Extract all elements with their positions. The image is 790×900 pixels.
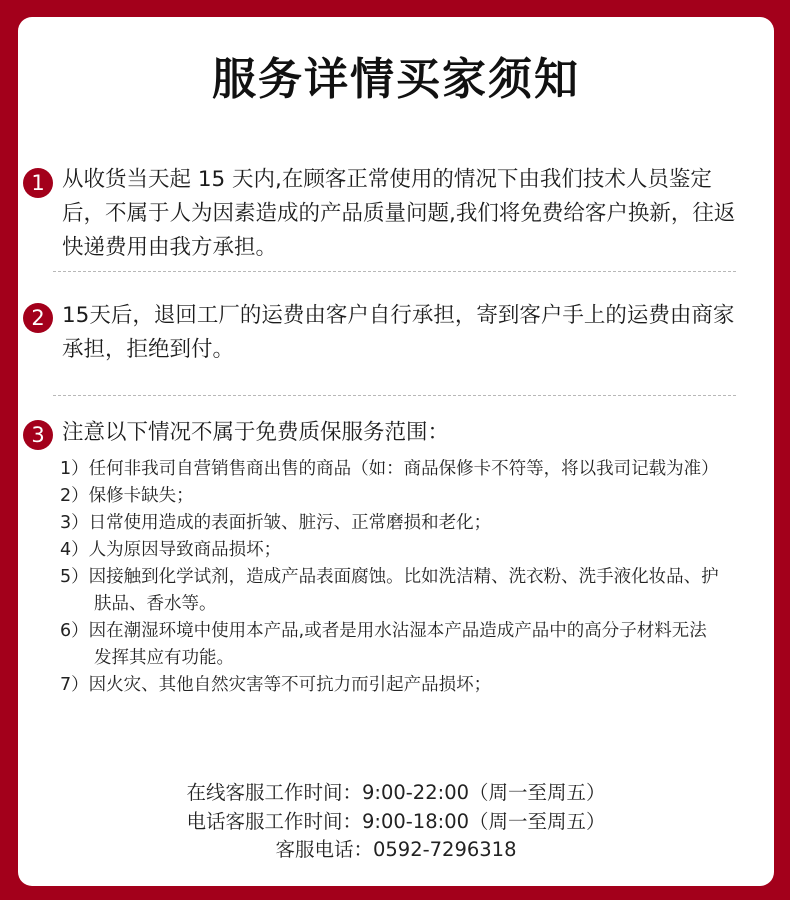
list-item: 5）因接触到化学试剂，造成产品表面腐蚀。比如洗洁精、洗衣粉、洗手液化妆品、护肤品、香水等。 (60, 567, 719, 614)
notice-text-3: 注意以下情况不属于免费质保服务范围： (62, 420, 450, 445)
list-item: 6）因在潮湿环境中使用本产品,或者是用水沾湿本产品造成产品中的高分子材料无法发挥其应有功能。 (60, 621, 707, 668)
list-item: 1）任何非我司自营销售商出售的商品（如：商品保修卡不符等，将以我司记载为准） (60, 459, 719, 479)
notice-card (18, 17, 774, 886)
page-title: 服务详情买家须知 (212, 54, 580, 105)
divider (53, 271, 736, 272)
number-badge-2: 2 (23, 303, 53, 333)
list-item: 3）日常使用造成的表面折皱、脏污、正常磨损和老化； (60, 513, 492, 533)
exclusion-list (60, 456, 720, 699)
number-badge-1: 1 (23, 168, 53, 198)
online-service-hours: 在线客服工作时间：9:00-22:00（周一至周五） (186, 781, 606, 804)
service-info (18, 779, 774, 865)
list-item: 7）因火灾、其他自然灾害等不可抗力而引起产品损坏； (60, 675, 492, 695)
service-phone[interactable]: 客服电话：0592-7296318 (275, 838, 517, 861)
divider (53, 395, 736, 396)
phone-service-hours: 电话客服工作时间：9:00-18:00（周一至周五） (186, 809, 606, 833)
number-badge-3: 3 (23, 420, 53, 450)
notice-text-1: 从收货当天起 15 天内,在顾客正常使用的情况下由我们技术人员鉴定后，不属于人为因素造成的产品质量问题,我们将免费给客户换新，往返快递费用由我方承担。 (62, 167, 736, 260)
notice-text-2: 15天后，退回工厂的运费由客户自行承担，寄到客户手上的运费由商家承担，拒绝到付。 (62, 303, 735, 362)
list-item: 4）人为原因导致商品损坏； (60, 540, 282, 560)
list-item: 2）保修卡缺失； (60, 486, 194, 506)
